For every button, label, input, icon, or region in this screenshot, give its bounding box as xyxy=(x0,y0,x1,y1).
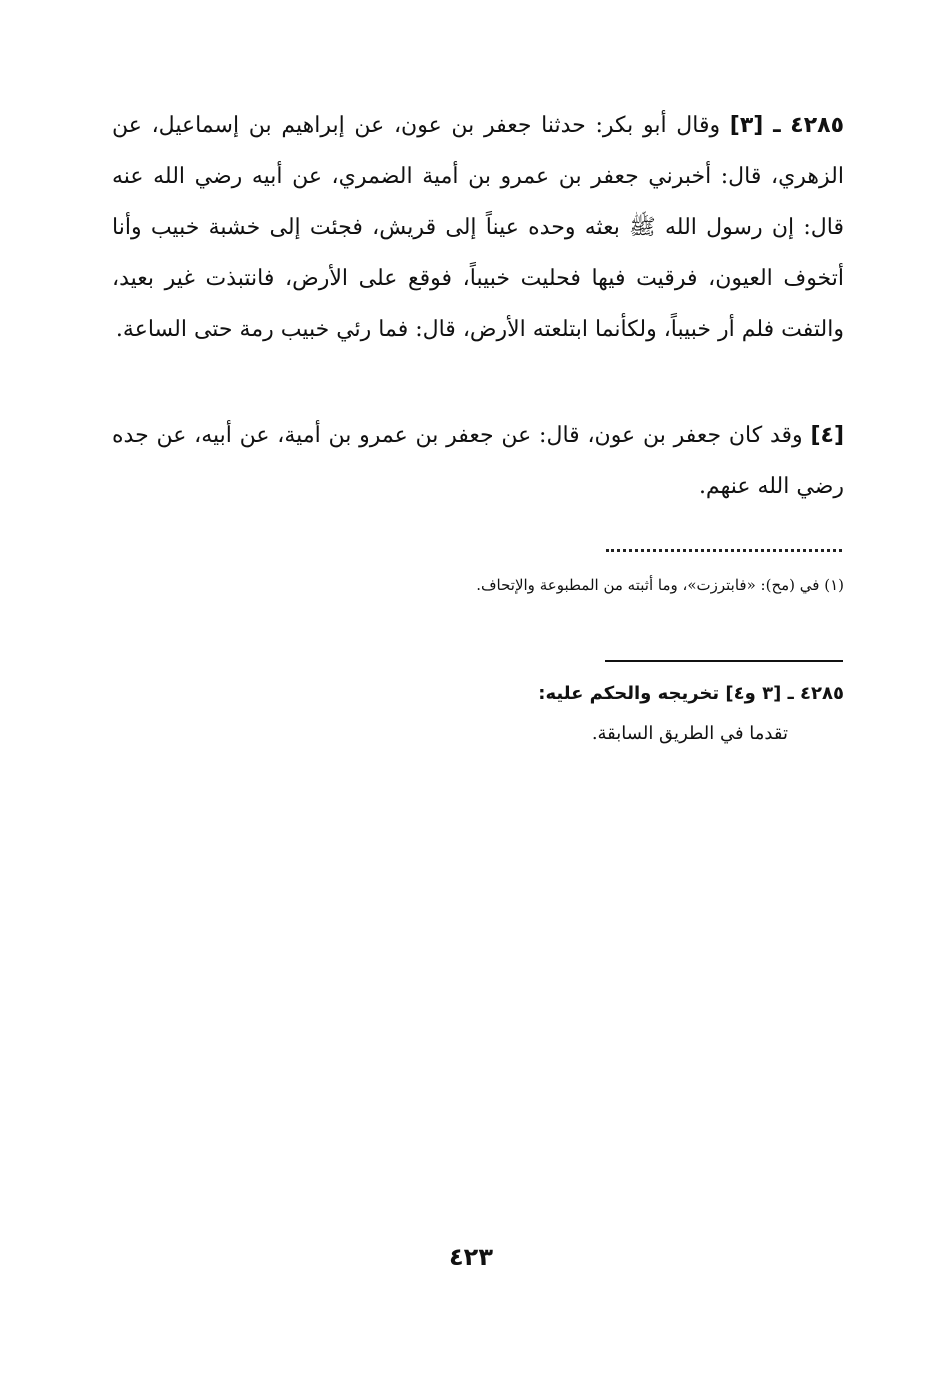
hadith-reference: [٣] xyxy=(729,113,764,138)
hadith-dash: ـ xyxy=(773,113,781,138)
second-reference: [٤] xyxy=(810,423,844,448)
footnote-separator xyxy=(606,549,842,552)
takhrij-heading: ٤٢٨٥ ـ [٣ و٤] تخريجه والحكم عليه: xyxy=(538,683,844,704)
footnote: (١) في (مح): «فابترزت»، وما أثبته من المطبوعة والإتحاف. xyxy=(476,576,844,594)
hadith-number: ٤٢٨٥ xyxy=(790,113,845,138)
takhrij-separator xyxy=(605,660,843,662)
second-text: وقد كان جعفر بن عون، قال: عن جعفر بن عمرو بن أمية، عن أبيه، عن جده رضي الله عنهم. xyxy=(112,423,844,499)
hadith-text: وقال أبو بكر: حدثنا جعفر بن عون، عن إبراهيم بن إسماعيل، عن الزهري، قال: أخبرني جعفر بن عمرو بن أمية الضمري، عن أبيه رضي الله عنه قال: إن رسول الله ﷺ بعثه وحده عيناً إلى قريش، فجئت إلى خشبة خبيب وأنا أتخوف العيون، فرقيت فيها فحليت خبيباً، فوقع على الأرض، فانتبذت غير بعيد، والتفت فلم أر خبيباً، ولكأنما ابتلعته الأرض، قال: فما رئي خبيب رمة حتى الساعة. xyxy=(112,113,844,342)
second-paragraph xyxy=(112,410,844,512)
hadith-paragraph xyxy=(112,100,844,355)
takhrij-text: تقدما في الطريق السابقة. xyxy=(591,723,788,744)
page-number: ٤٢٣ xyxy=(449,1243,493,1271)
